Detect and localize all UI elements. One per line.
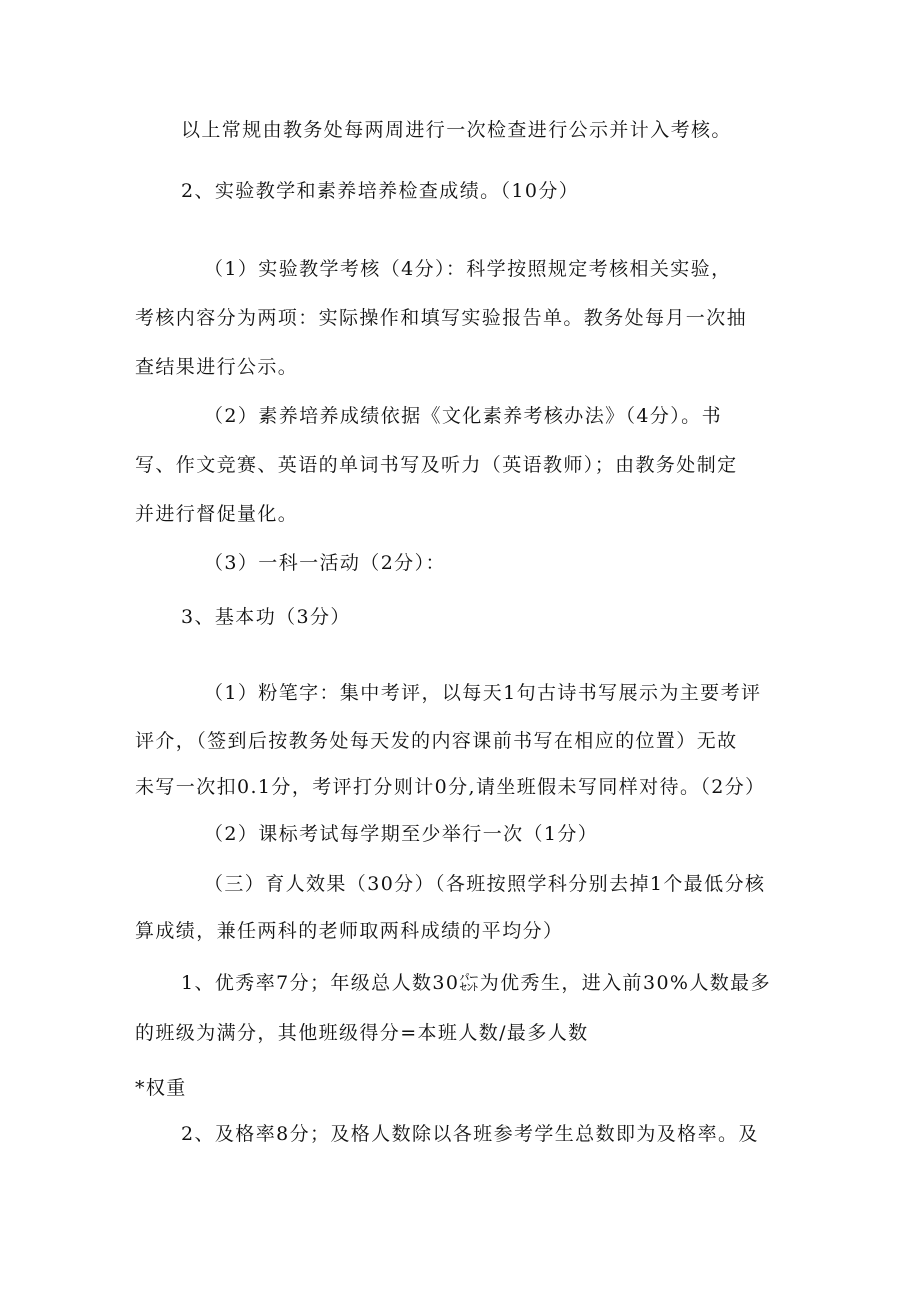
item-excellence-rate: 1、优秀率7分；年级总人数30㌫为优秀生，进入前30%人数最多 <box>181 972 771 994</box>
heading-basic-skills: 3、基本功（3分） <box>181 606 351 628</box>
heading-education-effect-cont: 算成绩，兼任两科的老师取两科成绩的平均分） <box>135 920 564 942</box>
item-chalk-writing-cont-2: 未写一次扣0.1分，考评打分则计0分,请坐班假未写同样对待。（2分） <box>135 776 766 798</box>
item-one-subject-activity: （3）一科一活动（2分）： <box>204 552 446 574</box>
item-literacy-cultivation-cont-2: 并进行督促量化。 <box>135 503 299 525</box>
paragraph-review-note: 以上常规由教务处每两周进行一次检查进行公示并计入考核。 <box>181 119 732 141</box>
item-chalk-writing-cont-1: 评介，（签到后按教务处每天发的内容课前书写在相应的位置）无故 <box>135 730 738 752</box>
item-literacy-cultivation: （2）素养培养成绩依据《文化素养考核办法》（4分）。书 <box>204 405 722 427</box>
weight-note: *权重 <box>135 1077 187 1099</box>
heading-experiment-literacy: 2、实验教学和素养培养检查成绩。（10分） <box>181 180 580 202</box>
item-experiment-teaching-cont-1: 考核内容分为两项：实际操作和填写实验报告单。教务处每月一次抽 <box>135 307 748 329</box>
item-excellence-rate-cont: 的班级为满分，其他班级得分=本班人数/最多人数 <box>135 1022 589 1044</box>
item-literacy-cultivation-cont-1: 写、作文竞赛、英语的单词书写及听力（英语教师）；由教务处制定 <box>135 454 738 476</box>
item-chalk-writing: （1）粉笔字：集中考评，以每天1句古诗书写展示为主要考评 <box>204 682 762 704</box>
item-pass-rate: 2、及格率8分；及格人数除以各班参考学生总数即为及格率。及 <box>181 1123 759 1145</box>
item-experiment-teaching-cont-2: 查结果进行公示。 <box>135 356 299 378</box>
item-curriculum-exam: （2）课标考试每学期至少举行一次（1分） <box>204 823 599 845</box>
item-experiment-teaching: （1）实验教学考核（4分）：科学按照规定考核相关实验， <box>204 258 732 280</box>
heading-education-effect: （三）育人效果（30分）（各班按照学科分别去掉1个最低分核 <box>204 873 766 895</box>
